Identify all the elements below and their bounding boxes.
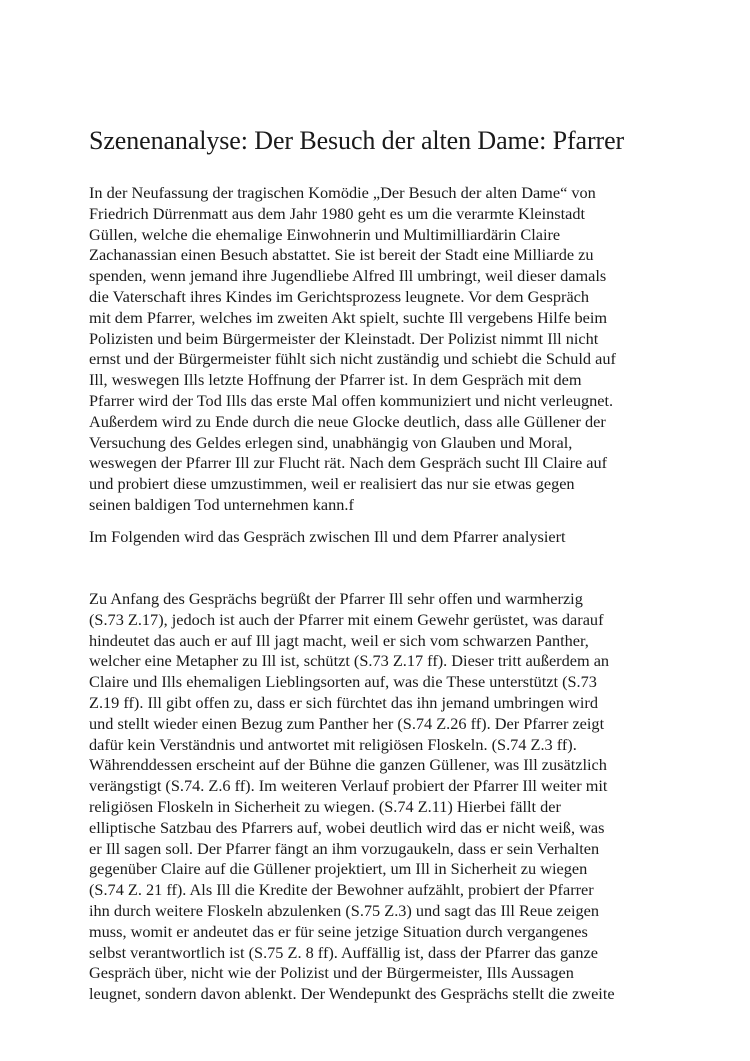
text-line: hindeutet das auch er auf Ill jagt macht, weil er sich vom schwarzen Panther, <box>89 630 589 650</box>
text-line: Friedrich Dürrenmatt aus dem Jahr 1980 geht es um die verarmte Kleinstadt <box>89 203 585 223</box>
text-line: weswegen der Pfarrer Ill zur Flucht rät. Nach dem Gespräch sucht Ill Claire auf <box>89 453 608 473</box>
text-line: Währenddessen erscheint auf der Bühne die ganzen Güllener, was Ill zusätzlich <box>89 755 607 775</box>
text-line: und probiert diese umzustimmen, weil er realisiert das nur sie etwas gegen <box>89 474 575 494</box>
text-line: Claire und Ills ehemaligen Lieblingsorten auf, was die These unterstützt (S.73 <box>89 672 597 692</box>
text-line: (S.74 Z. 21 ff). Als Ill die Kredite der Bewohner aufzählt, probiert der Pfarrer <box>89 880 594 900</box>
text-line: religiösen Floskeln in Sicherheit zu wiegen. (S.74 Z.11) Hierbei fällt der <box>89 796 561 816</box>
text-line: elliptische Satzbau des Pfarrers auf, wobei deutlich wird das er nicht weiß, was <box>89 817 605 837</box>
text-line: Pfarrer wird der Tod Ills das erste Mal offen kommuniziert und nicht verleugnet. <box>89 390 614 410</box>
text-line: die Vaterschaft ihres Kindes im Gerichtsprozess leugnete. Vor dem Gespräch <box>89 286 590 306</box>
text-line: Zu Anfang des Gesprächs begrüßt der Pfarrer Ill sehr offen und warmherzig <box>89 589 583 608</box>
text-line: welcher eine Metapher zu Ill ist, schützt (S.73 Z.17 ff). Dieser tritt außerdem an <box>89 651 610 671</box>
text-line: seinen baldigen Tod unternehmen kann.f <box>89 494 354 514</box>
text-line: (S.73 Z.17), jedoch ist auch der Pfarrer mit einem Gewehr gerüstet, was darauf <box>89 609 604 629</box>
text-line: Z.19 ff). Ill gibt offen zu, dass er sich fürchtet das ihn jemand umbringen wird <box>89 692 598 712</box>
document-title: Szenenanalyse: Der Besuch der alten Dame: Pfarrer <box>89 126 625 155</box>
text-line: er Ill sagen soll. Der Pfarrer fängt an ihm vorzugaukeln, dass er sein Verhalten <box>89 838 600 858</box>
text-line: Güllen, welche die ehemalige Einwohnerin und Multimilliardärin Claire <box>89 224 561 244</box>
text-line: muss, womit er andeutet das er für seine jetzige Situation durch vergangenes <box>89 921 588 941</box>
text-line: leugnet, sondern davon ablenkt. Der Wendepunkt des Gesprächs stellt die zweite <box>89 984 615 1004</box>
paragraph-analysis <box>89 589 615 1005</box>
text-line: gegenüber Claire auf die Güllener projektiert, um Ill in Sicherheit zu wiegen <box>89 859 588 879</box>
text-line: mit dem Pfarrer, welches im zweiten Akt spielt, suchte Ill vergebens Hilfe beim <box>89 307 608 327</box>
text-line: Versuchung des Geldes erlegen sind, unabhängig von Glauben und Moral, <box>89 432 573 452</box>
text-line: selbst verantwortlich ist (S.75 Z. 8 ff). Auffällig ist, dass der Pfarrer das ganze <box>89 942 598 962</box>
text-line: ihn durch weitere Floskeln abzulenken (S.75 Z.3) und sagt das Ill Reue zeigen <box>89 900 600 920</box>
text-line: Außerdem wird zu Ende durch die neue Glocke deutlich, dass alle Güllener der <box>89 411 606 431</box>
text-line: Gespräch über, nicht wie der Polizist und der Bürgermeister, Ills Aussagen <box>89 963 574 983</box>
text-line: dafür kein Verständnis und antwortet mit religiösen Floskeln. (S.74 Z.3 ff). <box>89 734 577 754</box>
text-line: In der Neufassung der tragischen Komödie „Der Besuch der alten Dame“ von <box>89 183 596 202</box>
paragraph-introduction <box>89 183 616 516</box>
text-line: ernst und der Bürgermeister fühlt sich nicht zuständig und schiebt die Schuld auf <box>89 349 616 369</box>
text-line: Im Folgenden wird das Gespräch zwischen Ill und dem Pfarrer analysiert <box>89 527 566 546</box>
text-line: spenden, wenn jemand ihre Jugendliebe Alfred Ill umbringt, weil dieser damals <box>89 266 607 286</box>
text-line: verängstigt (S.74. Z.6 ff). Im weiteren Verlauf probiert der Pfarrer Ill weiter mit <box>89 776 608 796</box>
text-line: Ill, weswegen Ills letzte Hoffnung der Pfarrer ist. In dem Gespräch mit dem <box>89 370 582 390</box>
text-line: und stellt wieder einen Bezug zum Panther her (S.74 Z.26 ff). Der Pfarrer zeigt <box>89 713 605 733</box>
text-line: Zachanassian einen Besuch abstattet. Sie ist bereit der Stadt eine Milliarde zu <box>89 245 594 265</box>
paragraph-transition <box>89 527 566 548</box>
text-line: Polizisten und beim Bürgermeister der Kleinstadt. Der Polizist nimmt Ill nicht <box>89 328 599 348</box>
